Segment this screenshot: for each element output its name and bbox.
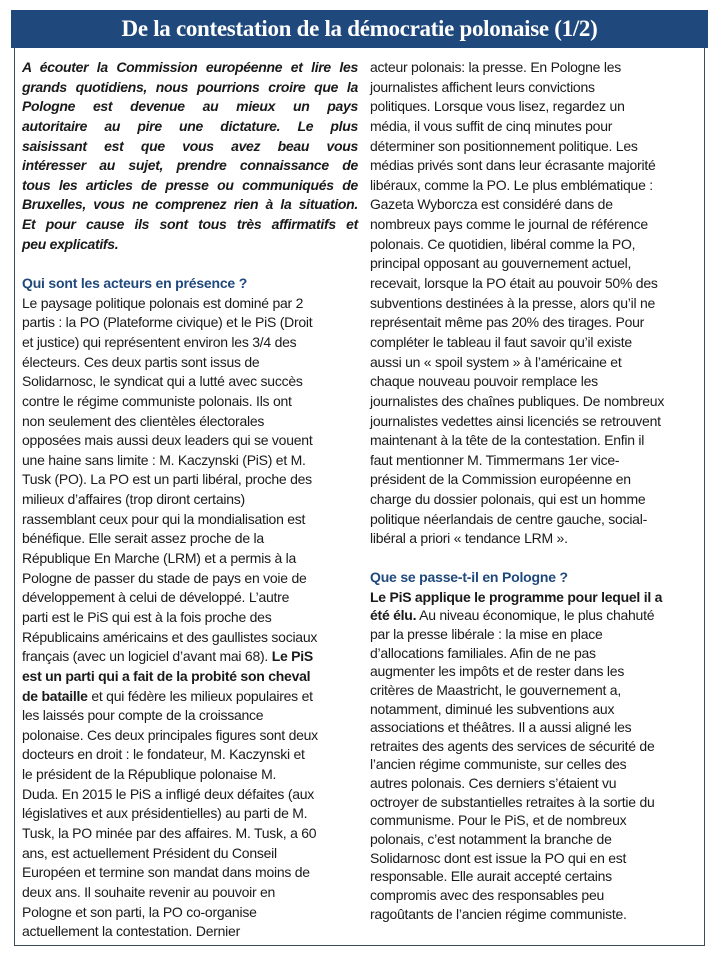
bold-text: Le PiS applique le programme pour lequel il a [370, 588, 663, 605]
text-line [370, 313, 706, 333]
text-line [22, 412, 358, 432]
text-segment: média, il vous suffit de cinq minutes pour [370, 117, 613, 134]
text-segment: par la presse libérale : la mise en place [370, 625, 603, 642]
text-line [370, 254, 706, 274]
text-segment: compléter le tableau il faut savoir qu’il existe [370, 333, 632, 350]
intro-line: A écouter la Commission européenne et lire les [22, 59, 358, 75]
section-poland-body [370, 588, 706, 924]
text-line [22, 490, 358, 510]
text-line [370, 333, 706, 353]
text-segment: polonais, c’est notamment la branche de [370, 830, 612, 847]
text-line [370, 662, 706, 681]
bold-text: de bataille [22, 687, 88, 704]
text-line [370, 156, 706, 176]
text-line [370, 793, 706, 812]
text-segment: les laissés pour compte de la croissance [22, 707, 264, 724]
spacer [22, 254, 358, 274]
intro-line: autoritaire au pire une dictature. Le plus [22, 117, 358, 134]
text-segment: aussi un « spoil system » à l’américaine et [370, 353, 622, 370]
text-segment: français (avec un logiciel d’avant mai 68). [22, 648, 272, 665]
text-line [370, 681, 706, 700]
text-line [22, 883, 358, 903]
text-line [370, 867, 706, 886]
text-line [370, 78, 706, 98]
text-segment: le président de la République polonaise M. [22, 766, 277, 783]
text-line [22, 353, 358, 373]
text-segment: chaque nouveau pouvoir remplace les [370, 373, 598, 390]
text-line [22, 313, 358, 333]
text-segment: président de la Commission européenne en [370, 471, 631, 488]
text-segment: opposées mais aussi deux leaders qui se vouent [22, 432, 313, 449]
text-segment: ragoûtants de l’ancien régime communiste. [370, 905, 627, 922]
bold-text: est un parti qui a fait de la probité son cheval [22, 667, 311, 684]
text-line [22, 706, 358, 726]
text-line [22, 863, 358, 883]
text-line [22, 431, 358, 451]
text-segment: législatives et aux présidentielles) au parti de M. [22, 805, 308, 822]
text-line [22, 470, 358, 490]
text-segment: développement à celui de développé. L’autre [22, 589, 290, 606]
text-line [370, 294, 706, 314]
text-line [22, 549, 358, 569]
text-line [370, 451, 706, 471]
text-line [370, 412, 706, 432]
text-line [370, 737, 706, 756]
text-segment: journalistes vedettes ainsi licenciés se retrouvent [370, 412, 661, 429]
text-line [370, 431, 706, 451]
text-line [370, 490, 706, 510]
text-line [370, 195, 706, 215]
text-line [22, 647, 358, 667]
text-segment: politiques. Lorsque vous lisez, regardez un [370, 98, 625, 115]
bold-text: été élu. [370, 607, 417, 624]
text-segment: d’allocations familiales. Afin de ne pas [370, 644, 596, 661]
text-segment: journalistes affichent leurs convictions [370, 78, 595, 95]
text-segment: polonaise. Ces deux principales figures sont deux [22, 726, 318, 743]
text-line [22, 785, 358, 805]
text-line [22, 510, 358, 530]
text-segment: Pologne et son parti, la PO co-organise [22, 903, 257, 920]
text-segment: deux ans. Il souhaite revenir au pouvoir en [22, 883, 276, 900]
text-line [22, 726, 358, 746]
text-segment: Pologne de passer du stade de pays en voie de [22, 569, 307, 586]
text-segment: partis : la PO (Plateforme civique) et le PiS (Droit [22, 314, 313, 331]
text-line [22, 824, 358, 844]
text-line [370, 117, 706, 137]
text-segment: Européen et termine son mandat dans moins de [22, 864, 310, 881]
text-segment: Républicains américains et des gaullistes sociaux [22, 628, 318, 645]
text-segment: charge du dossier polonais, qui est un homme [370, 491, 646, 508]
text-line [22, 529, 358, 549]
text-segment: responsable. Elle aurait accepté certains [370, 868, 612, 885]
text-segment: électeurs. Ces deux partis sont issus de [22, 353, 260, 370]
text-segment: République En Marche (LRM) et a permis à la [22, 550, 297, 567]
bold-text: Le PiS [271, 648, 313, 665]
text-segment: contre le régime communiste polonais. Ils ont [22, 392, 292, 409]
text-line [370, 718, 706, 737]
text-line [370, 529, 706, 549]
text-segment: Tusk, la PO minée par des affaires. M. Tusk, a 60 [22, 824, 317, 841]
text-segment: retraites des agents des services de sécurité de [370, 737, 655, 754]
text-segment: journalistes des chaînes publiques. De nombreux [370, 392, 665, 409]
right-column [370, 58, 706, 923]
text-segment: subventions destinées à la presse, alors qu’il ne [370, 294, 656, 311]
text-line [22, 745, 358, 765]
text-line [370, 811, 706, 830]
text-segment: ans, est actuellement Président du Conseil [22, 844, 277, 861]
text-segment: Solidarnosc, le syndicat qui a lutté avec succès [22, 373, 303, 390]
text-segment: déterminer son positionnement politique. Les [370, 137, 638, 154]
text-segment: Le paysage politique polonais est dominé par 2 [22, 294, 304, 311]
text-segment: Duda. En 2015 le PiS a infligé deux défaites (aux [22, 785, 315, 802]
text-segment: docteurs en droit : le fondateur, M. Kaczynski et [22, 746, 305, 763]
text-line [22, 392, 358, 412]
text-line [22, 608, 358, 628]
text-segment: et justice) qui représentent environ les 3/4 des [22, 333, 297, 350]
intro-line: intéresser au sujet, prendre connaissance de [22, 157, 358, 174]
text-segment: recevait, lorsque la PO était au pouvoir 50% des [370, 275, 658, 292]
text-line [370, 644, 706, 663]
text-segment: libéraux, comme la PO. Le plus emblématique : [370, 176, 653, 193]
text-segment: une haine sans limite : M. Kaczynski (PiS) et M. [22, 451, 306, 468]
text-segment: autres polonais. Ces derniers s’étaient vu [370, 775, 617, 792]
intro-line: peu explicatifs. [22, 235, 119, 252]
text-segment: libéral a priori « tendance LRM ». [370, 530, 568, 547]
text-segment: Solidarnosc dont est issue la PO qui en est [370, 849, 627, 866]
text-segment: nombreux pays comme le journal de référence [370, 216, 648, 233]
text-line [22, 804, 358, 824]
intro-line: saisissant est que vous avez beau vous [22, 137, 358, 154]
text-segment: communisme. Pour le PiS, et de nombreux [370, 812, 627, 829]
text-line [370, 625, 706, 644]
text-segment: principal opposant au gouvernement actuel, [370, 255, 632, 272]
text-line [370, 137, 706, 157]
section-actors-body [22, 294, 358, 942]
text-line [370, 353, 706, 373]
text-line [370, 510, 706, 530]
intro-line: grands quotidiens, nous pourrions croire que la [22, 78, 358, 95]
text-line [22, 844, 358, 864]
text-line [370, 830, 706, 849]
text-line [370, 215, 706, 235]
text-segment: bénéfique. Elle serait assez proche de la [22, 530, 264, 547]
text-line [22, 372, 358, 392]
text-segment: Tusk (PO). La PO est un parti libéral, proche des [22, 471, 312, 488]
text-line [22, 294, 358, 314]
text-line [22, 903, 358, 923]
text-line [370, 774, 706, 793]
section-heading-poland: Que se passe-t-il en Pologne ? [370, 569, 568, 586]
text-line [370, 58, 706, 78]
text-segment: Au niveau économique, le plus chahuté [416, 607, 655, 624]
text-line [22, 667, 358, 687]
left-column [22, 58, 358, 942]
text-segment: actuellement la contestation. Dernier [22, 923, 240, 940]
text-segment: milieux d’affaires (trop diront certains) [22, 491, 245, 508]
text-line [370, 470, 706, 490]
text-segment: faut mentionner M. Timmermans 1er vice- [370, 451, 620, 468]
text-line [370, 392, 706, 412]
text-segment: Gazeta Wyborcza est considéré dans de [370, 196, 613, 213]
text-segment: politique néerlandais de centre gauche, social- [370, 510, 647, 527]
text-segment: compromis avec des responsables peu [370, 886, 605, 903]
text-segment: acteur polonais: la presse. En Pologne les [370, 59, 621, 75]
section-heading-actors: Qui sont les acteurs en présence ? [22, 275, 248, 292]
text-line [370, 886, 706, 905]
intro-line: tous les articles de presse ou communiqués de [22, 176, 358, 193]
text-segment: polonais. Ce quotidien, libéral comme la PO, [370, 235, 636, 252]
text-segment: augmenter les impôts et de rester dans les [370, 663, 625, 680]
text-line [370, 588, 706, 607]
text-line [22, 922, 358, 942]
text-segment: et qui fédère les milieux populaires et [87, 687, 313, 704]
text-segment: maintenant à la tête de la contestation. Enfin il [370, 432, 645, 449]
text-line [22, 588, 358, 608]
text-segment: médias privés sont dans leur écrasante majorité [370, 157, 656, 174]
spacer [370, 549, 706, 568]
text-line [370, 606, 706, 625]
text-line [22, 333, 358, 353]
text-segment: représentait même pas 20% des tirages. Pour [370, 314, 645, 331]
text-segment: notamment, diminué les subventions aux [370, 700, 615, 717]
text-segment: l’ancien régime communiste, sur celles des [370, 756, 627, 773]
text-segment: rassemblant ceux pour qui la mondialisation est [22, 510, 306, 527]
text-line [22, 765, 358, 785]
text-line [370, 905, 706, 924]
intro-line: Pologne est devenue au mieux un pays [22, 98, 358, 115]
text-line [22, 628, 358, 648]
article-title: De la contestation de la démocratie polonaise (1/2) [11, 10, 708, 48]
text-line [22, 687, 358, 707]
text-line [370, 97, 706, 117]
intro-paragraph [22, 58, 358, 254]
text-line [370, 372, 706, 392]
text-line [22, 451, 358, 471]
text-segment: parti est le PiS qui est à la fois proche des [22, 608, 272, 625]
text-line [370, 700, 706, 719]
text-segment: octroyer de substantielles retraites à la sortie du [370, 793, 655, 810]
text-line [370, 176, 706, 196]
continuation-body [370, 58, 706, 549]
text-line [370, 274, 706, 294]
text-segment: non seulement des clientèles électorales [22, 412, 265, 429]
text-segment: critères de Maastricht, le gouvernement a, [370, 681, 621, 698]
text-line [22, 569, 358, 589]
text-segment: associations et théâtres. Il a aussi aligné les [370, 719, 632, 736]
intro-line: Bruxelles, vous ne comprenez rien à la situation. [22, 196, 358, 213]
text-line [370, 849, 706, 868]
text-line [370, 235, 706, 255]
text-line [370, 755, 706, 774]
intro-line: Et pour cause ils sont tous très affirmatifs et [22, 216, 358, 233]
